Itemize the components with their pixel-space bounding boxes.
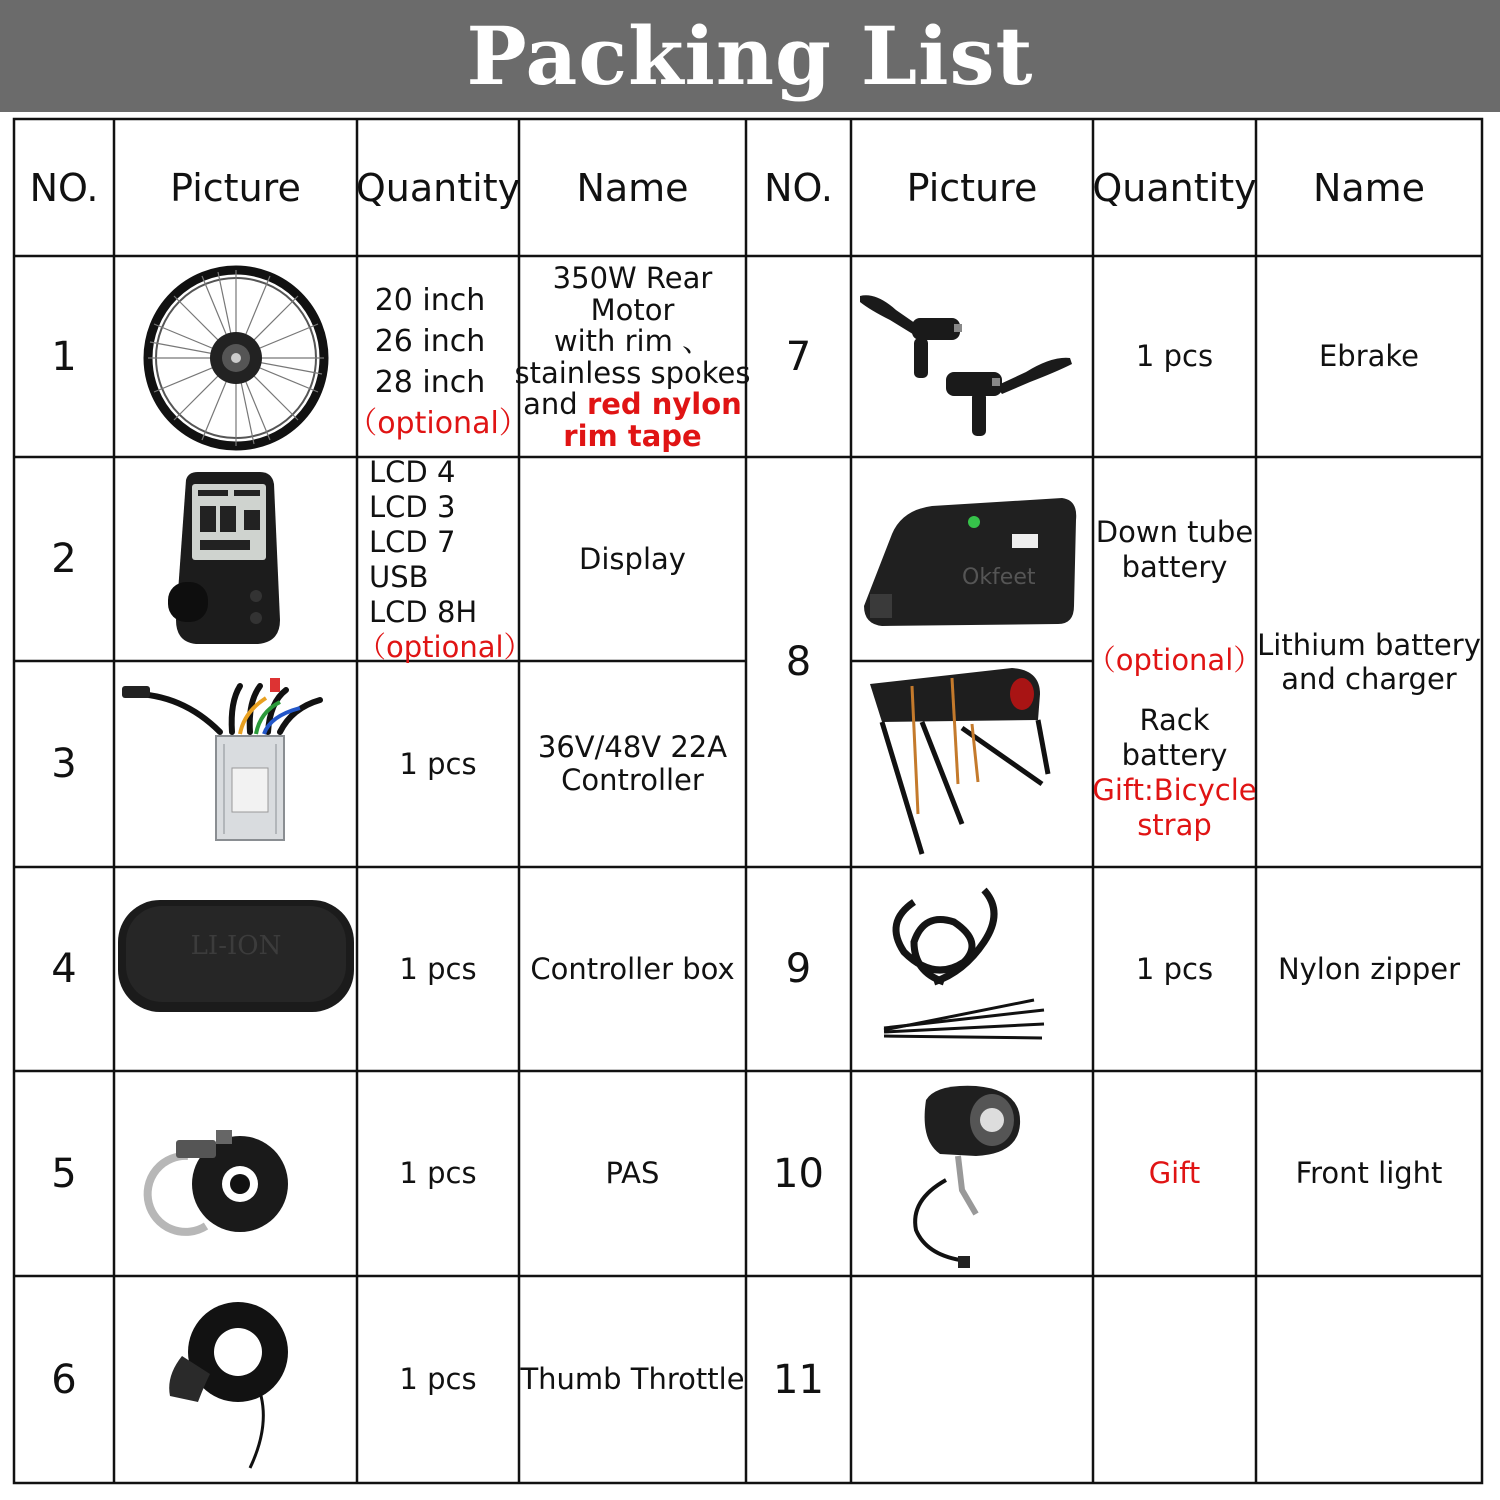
row3-name-line: 36V/48V 22A (537, 730, 728, 764)
row8-qty-gift-line: strap (1137, 808, 1212, 842)
row2-qty-line: LCD 8H (369, 595, 478, 629)
row8-qty-downtube (1093, 510, 1256, 590)
pas-sensor-icon (146, 1126, 302, 1236)
row10-quantity: Gift (1148, 1156, 1201, 1190)
row1-name-line: stainless spokes (514, 355, 751, 390)
row8-qty-rack (1093, 700, 1256, 846)
nylon-zipper-icon (874, 882, 1054, 1052)
row6-name: Thumb Throttle (520, 1362, 745, 1396)
rear-wheel-icon (136, 264, 336, 452)
row8-qty-downtube-line: Down tube (1095, 515, 1254, 549)
row4-name: Controller box (530, 951, 735, 986)
row1-name-red2: rim tape (563, 418, 702, 453)
header-name-left: Name (576, 165, 689, 210)
row3-name-line: Controller (561, 763, 704, 797)
row11-number: 11 (773, 1356, 824, 1403)
row2-qty-line: LCD 3 (369, 490, 456, 524)
row8-name-line: Lithium battery (1257, 628, 1481, 662)
row5-quantity: 1 pcs (399, 1156, 477, 1190)
row8-qty-downtube-line: battery (1121, 550, 1228, 584)
row1-name-line: with rim 、 (553, 324, 712, 358)
row1-name (514, 260, 751, 455)
header-quantity-left: Quantity (355, 165, 521, 210)
row8-qty-rack-line: Rack (1139, 703, 1210, 737)
battery-brand-text: Okfeet (962, 565, 1036, 590)
row2-qty-line: LCD 7 USB (369, 525, 456, 594)
row10-name: Front light (1295, 1156, 1443, 1190)
row9-name: Nylon zipper (1277, 951, 1461, 986)
ebrake-levers-icon (856, 288, 1076, 438)
row4-quantity: 1 pcs (399, 951, 477, 986)
row8-name (1256, 457, 1482, 867)
row4-number: 4 (51, 946, 77, 992)
controller-box-label: LI-ION (190, 931, 282, 961)
row1-qty-line: 28 inch (374, 365, 486, 400)
header-name-right: Name (1312, 165, 1426, 210)
row3-name (519, 661, 746, 867)
row1-quantity (347, 272, 529, 452)
row1-name-line: Motor (590, 292, 675, 327)
row1-name-and: and (523, 387, 587, 421)
row8-qty-optional: （optional） (1086, 642, 1263, 677)
row1-qty-optional: （optional） (347, 406, 529, 441)
lcd-display-icon (168, 470, 288, 648)
page-title: Packing List (466, 9, 1034, 103)
row5-number: 5 (51, 1150, 77, 1197)
header-picture-left: Picture (170, 165, 301, 210)
header-picture-right: Picture (906, 165, 1038, 210)
row3-quantity: 1 pcs (399, 746, 477, 781)
row8-name-line: and charger (1281, 662, 1457, 696)
thumb-throttle-icon (160, 1296, 290, 1472)
row2-qty-line: LCD 4 (369, 455, 456, 489)
row2-qty-optional: （optional） (357, 630, 533, 664)
row6-number: 6 (51, 1356, 77, 1403)
row7-name: Ebrake (1318, 339, 1420, 373)
row9-quantity: 1 pcs (1135, 951, 1214, 986)
row8-qty-gift-line: Gift:Bicycle (1092, 773, 1257, 807)
row1-name-line: 350W Rear (552, 261, 713, 295)
row10-number: 10 (773, 1150, 824, 1197)
row3-number: 3 (51, 741, 77, 787)
row1-number: 1 (51, 333, 77, 380)
controller-box-icon (116, 896, 356, 1020)
header-no-left: NO. (29, 165, 99, 210)
row2-number: 2 (51, 536, 77, 582)
row1-qty-line: 20 inch (374, 283, 486, 318)
row6-quantity: 1 pcs (399, 1362, 477, 1396)
row1-qty-line: 26 inch (374, 324, 486, 359)
header-no-right: NO. (764, 165, 833, 210)
row8-number: 8 (785, 639, 812, 685)
row2-quantity (357, 455, 533, 664)
row5-name: PAS (605, 1156, 660, 1190)
row7-quantity: 1 pcs (1135, 339, 1214, 373)
row8-qty-rack-line: battery (1121, 738, 1228, 772)
row2-name: Display (579, 541, 686, 576)
row1-name-red: red nylon (586, 387, 742, 421)
row7-number: 7 (785, 333, 812, 380)
row1-name-line (523, 389, 742, 421)
down-tube-battery-icon (862, 494, 1082, 634)
front-light-icon (906, 1080, 1032, 1270)
header-quantity-right: Quantity (1092, 165, 1257, 210)
row9-number: 9 (785, 946, 812, 992)
controller-icon (120, 672, 352, 852)
rack-battery-icon (862, 664, 1052, 862)
